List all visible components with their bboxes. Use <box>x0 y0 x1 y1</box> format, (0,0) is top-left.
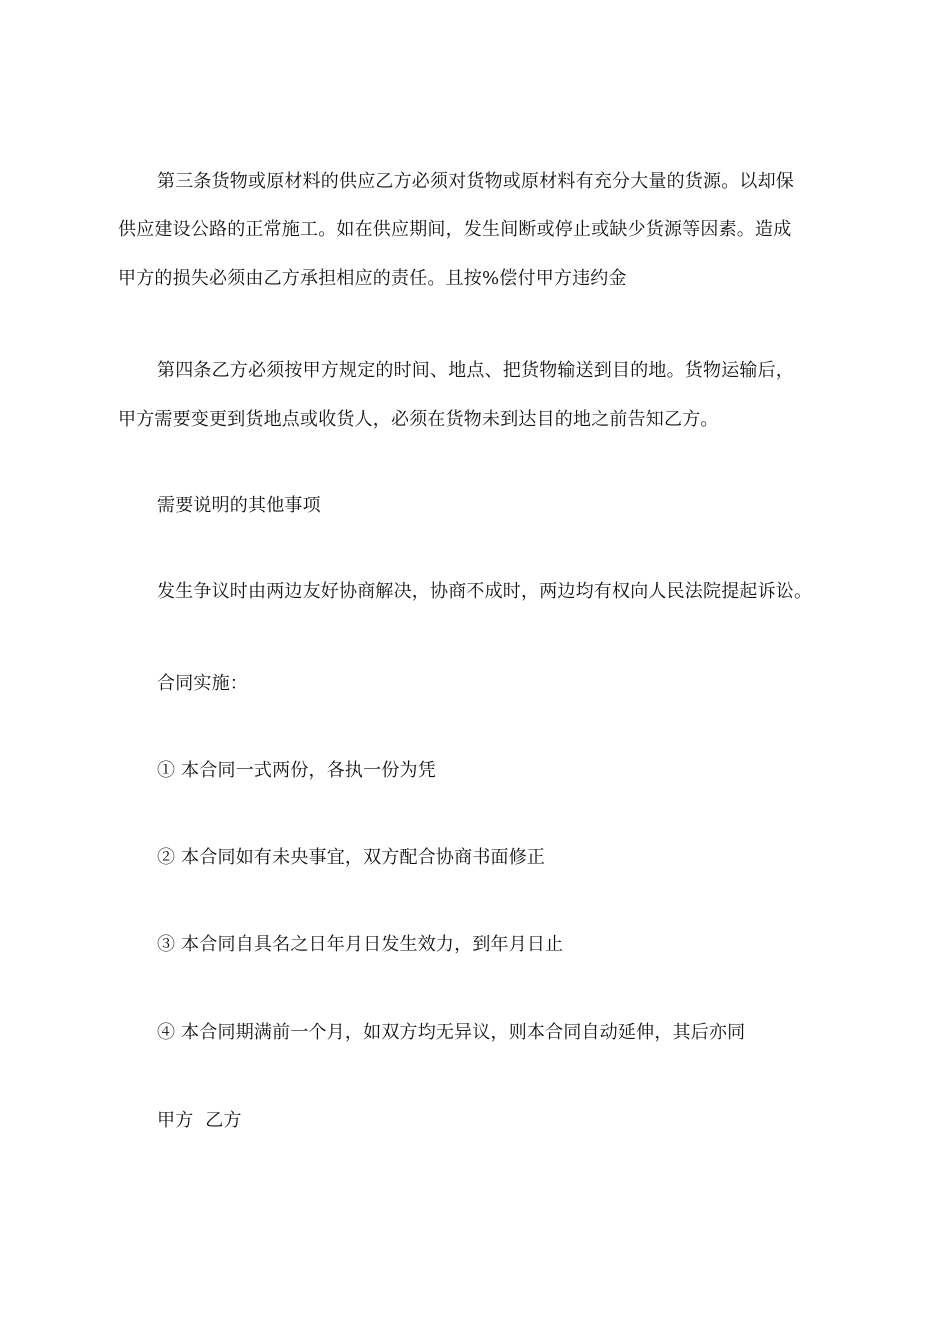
dispute-clause: 发生争议时由两边友好协商解决，协商不成时，两边均有权向人民法院提起诉讼。 <box>157 581 813 602</box>
article-3-line-3: 甲方的损失必须由乙方承担相应的责任。且按%偿付甲方违约金 <box>118 268 627 289</box>
list-item: ③ 本合同自具名之日年月日发生效力，到年月日止 <box>157 934 564 955</box>
article-3-line-2: 供应建设公路的正常施工。如在供应期间，发生间断或停止或缺少货源等因素。造成 <box>118 219 792 240</box>
list-item: ④ 本合同期满前一个月，如双方均无异议，则本合同自动延伸，其后亦同 <box>157 1022 746 1043</box>
other-matters-heading: 需要说明的其他事项 <box>157 495 321 516</box>
signature-line: 甲方 乙方 <box>157 1110 242 1131</box>
list-item: ② 本合同如有未央事宜，双方配合协商书面修正 <box>157 847 546 868</box>
article-3-line-1: 第三条货物或原材料的供应乙方必须对货物或原材料有充分大量的货源。以却保 <box>157 171 794 192</box>
article-4-line-2: 甲方需要变更到货地点或收货人，必须在货物未到达目的地之前告知乙方。 <box>118 409 719 430</box>
list-item: ① 本合同一式两份，各执一份为凭 <box>157 760 436 781</box>
article-4-line-1: 第四条乙方必须按甲方规定的时间、地点、把货物输送到目的地。货物运输后， <box>157 360 794 381</box>
implementation-heading: 合同实施： <box>157 673 248 694</box>
